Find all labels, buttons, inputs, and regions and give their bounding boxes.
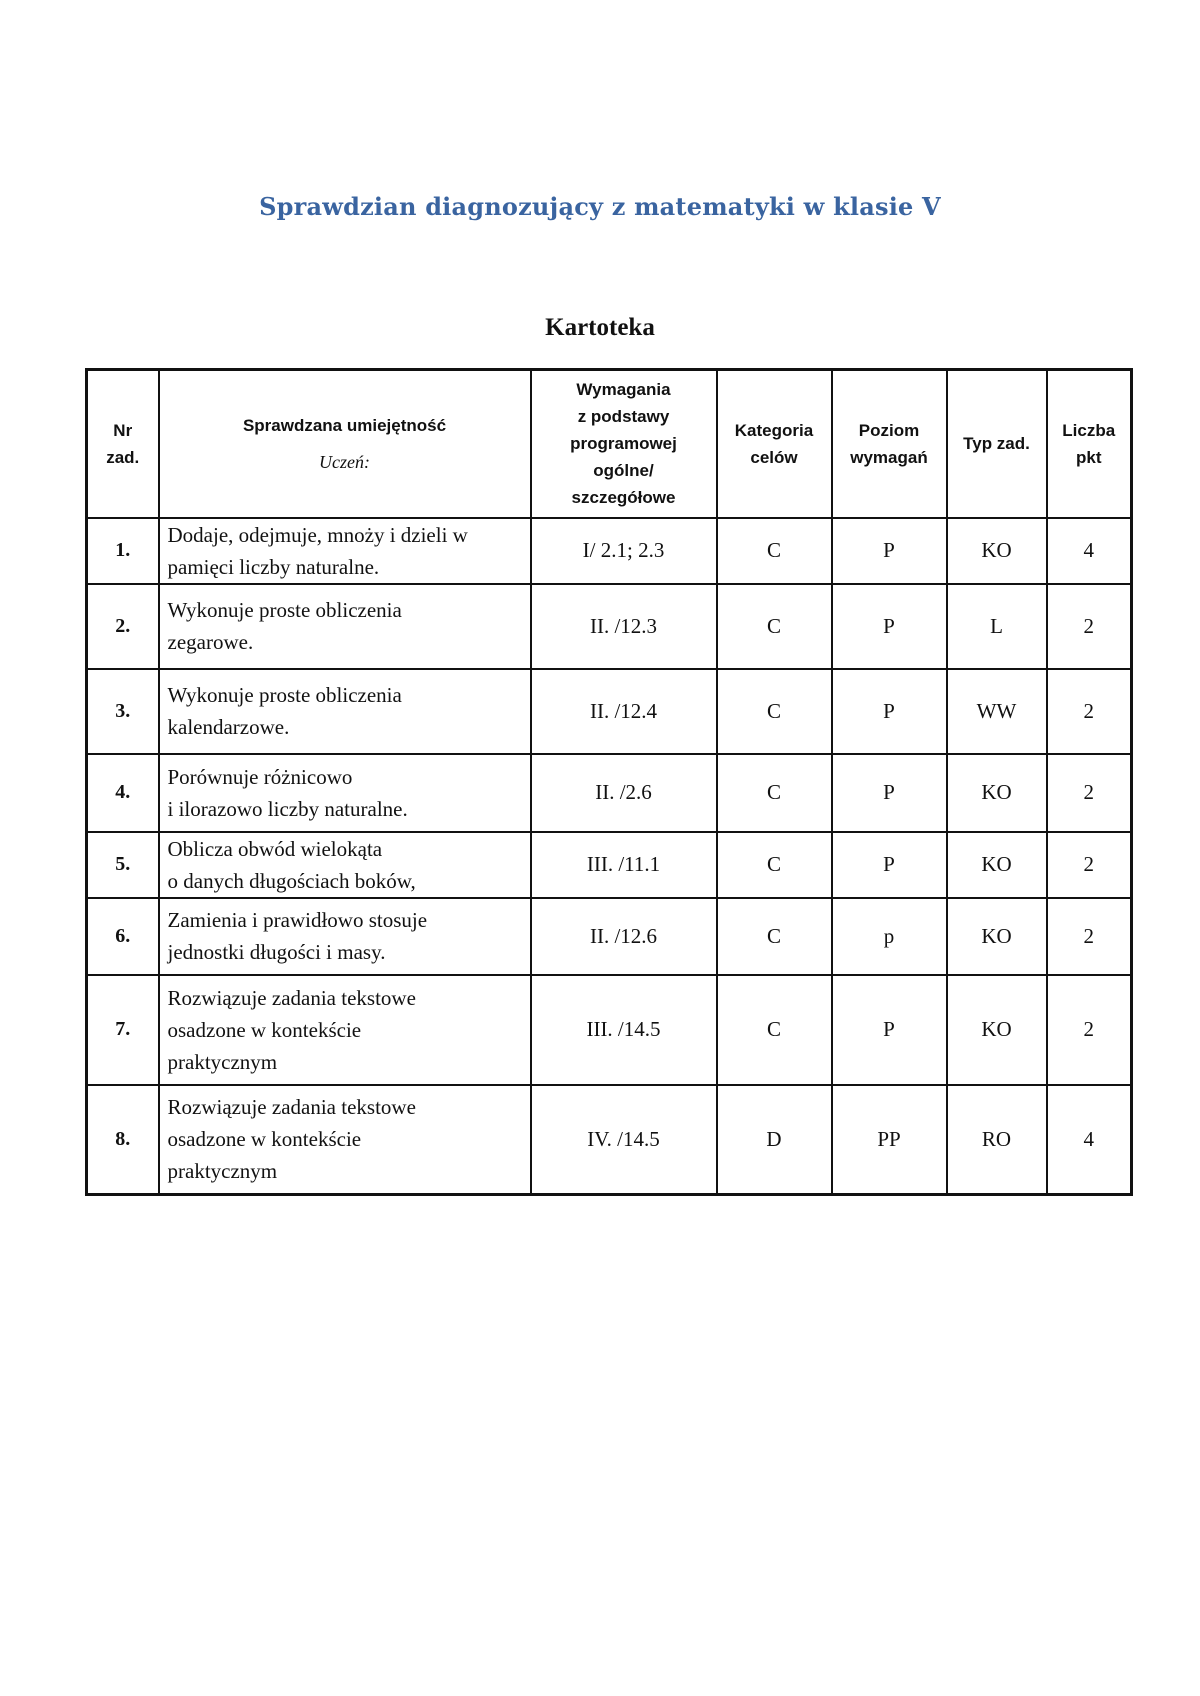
row-points: 2: [1047, 898, 1132, 975]
row-requirements: II. /12.6: [531, 898, 717, 975]
row-requirements: I/ 2.1; 2.3: [531, 518, 717, 584]
table-row: [87, 754, 1132, 832]
row-category: D: [717, 1085, 832, 1195]
row-type: KO: [947, 975, 1047, 1085]
row-skill: Wykonuje proste obliczenia kalendarzowe.: [159, 669, 531, 754]
table-row: [87, 898, 1132, 975]
row-category: C: [717, 975, 832, 1085]
row-skill: Rozwiązuje zadania tekstowe osadzone w kontekście praktycznym: [159, 1085, 531, 1195]
row-nr: 2.: [87, 584, 159, 669]
row-skill: Dodaje, odejmuje, mnoży i dzieli w pamięci liczby naturalne.: [159, 518, 531, 584]
row-requirements: II. /12.3: [531, 584, 717, 669]
document-title: Sprawdzian diagnozujący z matematyki w klasie V: [259, 192, 941, 221]
header-row: [87, 370, 1132, 518]
row-requirements: IV. /14.5: [531, 1085, 717, 1195]
row-level: P: [832, 832, 947, 898]
row-level: P: [832, 669, 947, 754]
row-nr: 7.: [87, 975, 159, 1085]
row-category: C: [717, 832, 832, 898]
row-level: P: [832, 518, 947, 584]
row-type: KO: [947, 898, 1047, 975]
table-row: [87, 584, 1132, 669]
header-nr: Nr zad.: [87, 370, 159, 518]
table-row: [87, 669, 1132, 754]
row-points: 2: [1047, 754, 1132, 832]
row-category: C: [717, 669, 832, 754]
table-row: [87, 1085, 1132, 1195]
table-row: [87, 975, 1132, 1085]
row-requirements: II. /2.6: [531, 754, 717, 832]
row-level: PP: [832, 1085, 947, 1195]
row-skill: Oblicza obwód wielokąta o danych długościach boków,: [159, 832, 531, 898]
row-requirements: III. /14.5: [531, 975, 717, 1085]
row-points: 4: [1047, 1085, 1132, 1195]
row-skill: Zamienia i prawidłowo stosuje jednostki długości i masy.: [159, 898, 531, 975]
table-row: [87, 518, 1132, 584]
header-skill-subtitle: Uczeń:: [319, 451, 370, 472]
row-points: 2: [1047, 832, 1132, 898]
header-category: Kategoria celów: [717, 370, 832, 518]
row-skill: Porównuje różnicowo i ilorazowo liczby naturalne.: [159, 754, 531, 832]
row-category: C: [717, 518, 832, 584]
row-nr: 1.: [87, 518, 159, 584]
row-level: p: [832, 898, 947, 975]
row-type: RO: [947, 1085, 1047, 1195]
row-requirements: II. /12.4: [531, 669, 717, 754]
row-points: 2: [1047, 975, 1132, 1085]
row-nr: 5.: [87, 832, 159, 898]
row-type: KO: [947, 832, 1047, 898]
row-nr: 4.: [87, 754, 159, 832]
row-requirements: III. /11.1: [531, 832, 717, 898]
header-type: Typ zad.: [947, 370, 1047, 518]
row-category: C: [717, 898, 832, 975]
row-type: L: [947, 584, 1047, 669]
row-points: 4: [1047, 518, 1132, 584]
row-nr: 8.: [87, 1085, 159, 1195]
row-points: 2: [1047, 584, 1132, 669]
row-category: C: [717, 754, 832, 832]
header-skill: Sprawdzana umiejętność Uczeń:: [159, 370, 531, 518]
row-skill: Rozwiązuje zadania tekstowe osadzone w kontekście praktycznym: [159, 975, 531, 1085]
header-requirements: Wymagania z podstawy programowej ogólne/ szczegółowe: [531, 370, 717, 518]
table-row: [87, 832, 1132, 898]
row-type: KO: [947, 754, 1047, 832]
kartoteka-table: [85, 368, 1133, 1196]
row-level: P: [832, 975, 947, 1085]
row-points: 2: [1047, 669, 1132, 754]
header-level: Poziom wymagań: [832, 370, 947, 518]
row-level: P: [832, 754, 947, 832]
row-type: WW: [947, 669, 1047, 754]
header-points: Liczba pkt: [1047, 370, 1132, 518]
row-skill: Wykonuje proste obliczenia zegarowe.: [159, 584, 531, 669]
row-type: KO: [947, 518, 1047, 584]
row-category: C: [717, 584, 832, 669]
row-level: P: [832, 584, 947, 669]
document-subtitle: Kartoteka: [545, 314, 655, 341]
row-nr: 6.: [87, 898, 159, 975]
row-nr: 3.: [87, 669, 159, 754]
